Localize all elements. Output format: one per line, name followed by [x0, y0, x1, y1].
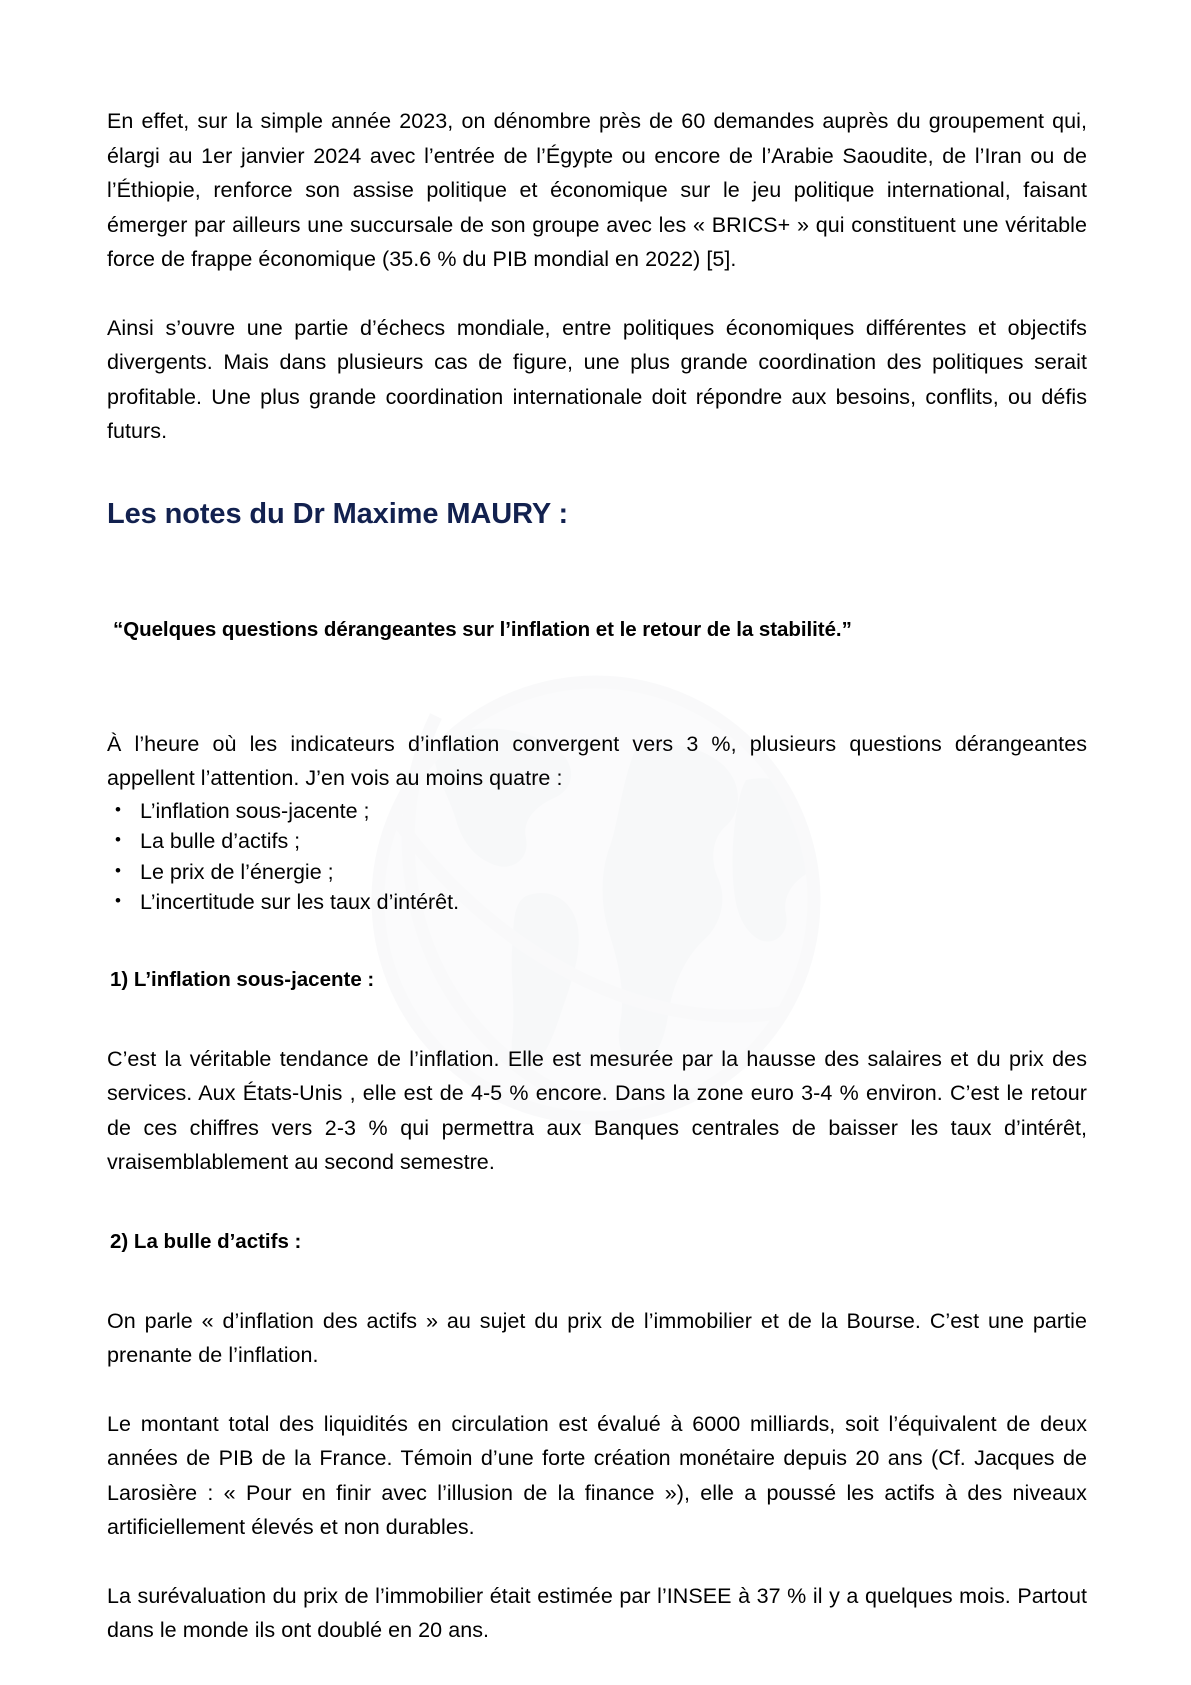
spacer: [107, 1373, 1087, 1407]
spacer: [107, 449, 1087, 495]
paragraph-liquidity: Le montant total des liquidités en circulation est évalué à 6000 milliards, soit l’équivalent de deux années de PIB de la France. Témoin d’une forte création monétaire depuis 20 ans (Cf. Jacques de Larosière : « Pour en finir avec l’illusion de la finance »), elle a poussé les actifs à des niveaux artificiellement élevés et non durables.: [107, 1411, 1087, 1539]
list-item: • L’incertitude sur les taux d’intérêt.: [107, 887, 1087, 918]
paragraph-brics: En effet, sur la simple année 2023, on dénombre près de 60 demandes auprès du groupement qui, élargi au 1er janvier 2024 avec l’entrée de l’Égypte ou encore de l’Arabie Saoudite, de l’Iran ou de l’Éthiopie, renforce son assise politique et économique sur le jeu politique international, faisant émerger par ailleurs une succursale de son groupe avec les « BRICS+ » qui constituent une véritable force de frappe économique (35.6 % du PIB mondial en 2022) [5].: [107, 109, 1087, 271]
paragraph-coordination: Ainsi s’ouvre une partie d’échecs mondiale, entre politiques économiques différentes et objectifs divergents. Mais dans plusieurs cas de figure, une plus grande coordination des politiques serait profitable. Une plus grande coordination internationale doit répondre aux besoins, conflits, ou défis futurs.: [107, 315, 1087, 443]
paragraph-intro-questions: À l’heure où les indicateurs d’inflation convergent vers 3 %, plusieurs questions dérangeantes appellent l’attention. J’en vois au moins quatre :: [107, 731, 1087, 790]
spacer: [107, 996, 1087, 1042]
spacer: [107, 918, 1087, 964]
spacer: [107, 591, 1087, 614]
spacer: [107, 277, 1087, 311]
spacer: [107, 1258, 1087, 1304]
spacer: [107, 533, 1087, 591]
subheading-section-2: 2) La bulle d’actifs :: [110, 1229, 302, 1253]
list-item: • L’inflation sous-jacente ;: [107, 796, 1087, 827]
paragraph-real-estate: La surévaluation du prix de l’immobilier était estimée par l’INSEE à 37 % il y a quelques mois. Partout dans le monde ils ont doublé en 20 ans.: [107, 1583, 1087, 1642]
spacer: [107, 704, 1087, 727]
spacer: [107, 1545, 1087, 1579]
quote-subtitle: “Quelques questions dérangeantes sur l’inflation et le retour de la stabilité.”: [113, 617, 852, 641]
page-title: Les notes du Dr Maxime MAURY :: [107, 497, 569, 530]
spacer: [107, 1180, 1087, 1226]
list-item: • Le prix de l’énergie ;: [107, 857, 1087, 888]
paragraph-asset-bubble: On parle « d’inflation des actifs » au sujet du prix de l’immobilier et de la Bourse. C’est une partie prenante de l’inflation.: [107, 1308, 1087, 1367]
questions-list: [107, 796, 1087, 918]
paragraph-core-inflation: C’est la véritable tendance de l’inflation. Elle est mesurée par la hausse des salaires et du prix des services. Aux États-Unis , elle est de 4-5 % encore. Dans la zone euro 3-4 % environ. C’est le retour de ces chiffres vers 2-3 % qui permettra aux Banques centrales de baisser les taux d’intérêt, vraisemblablement au second semestre.: [107, 1046, 1087, 1174]
list-item: • La bulle d’actifs ;: [107, 826, 1087, 857]
subheading-section-1: 1) L’inflation sous-jacente :: [110, 967, 375, 991]
spacer: [107, 646, 1087, 704]
